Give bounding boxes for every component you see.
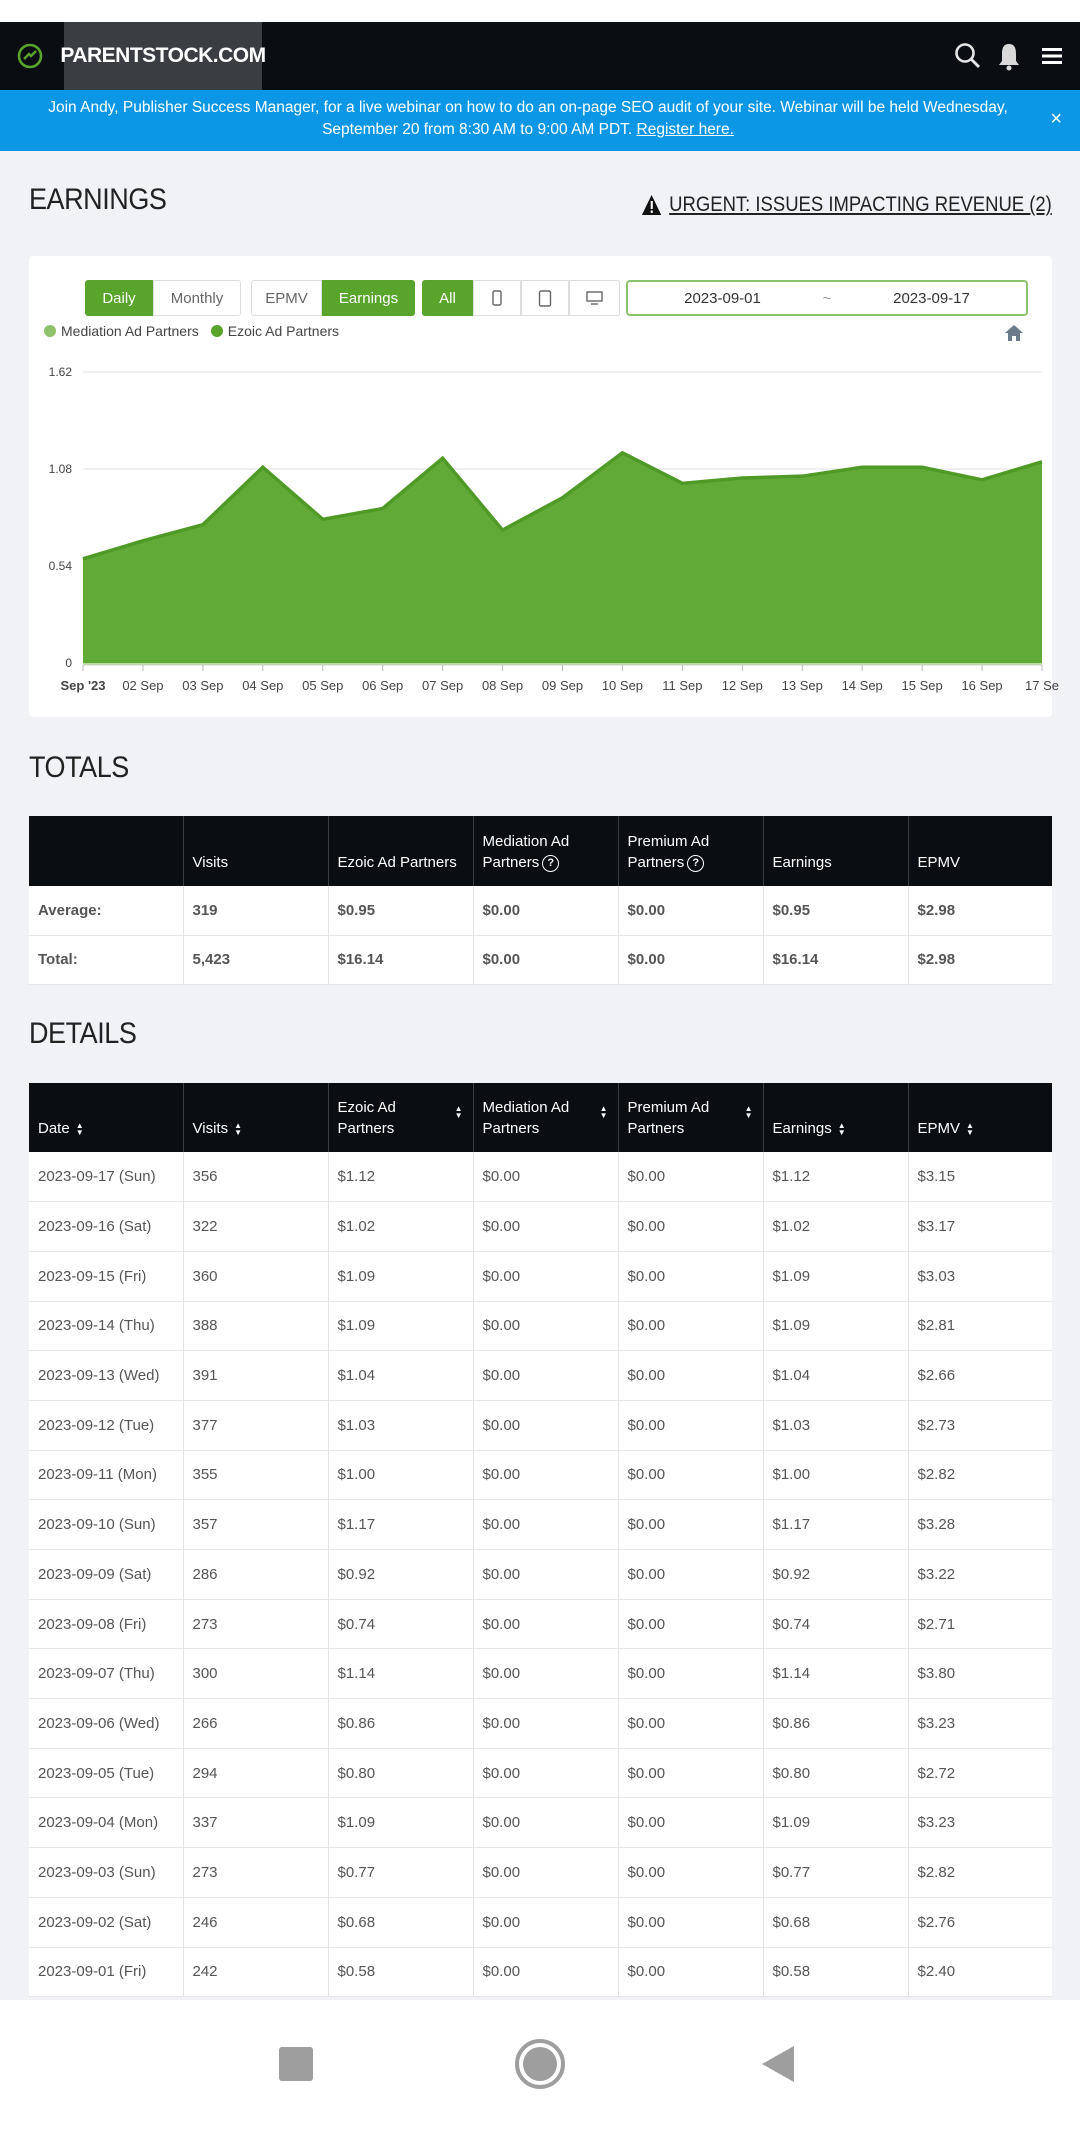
warning-icon <box>641 194 662 216</box>
totals-header-mediation-label: Mediation Ad Partners <box>482 833 570 871</box>
table-row <box>29 1748 1052 1798</box>
table-cell: 286 <box>183 1550 328 1600</box>
register-link[interactable]: Register here. <box>636 121 734 138</box>
table-cell: 2023-09-17 (Sun) <box>29 1152 183 1202</box>
table-cell: $3.23 <box>908 1699 1052 1749</box>
table-cell: $0.00 <box>618 1798 763 1848</box>
totals-cell: $2.98 <box>908 935 1052 984</box>
legend-ezoic[interactable] <box>211 323 339 339</box>
table-cell: $0.00 <box>473 1251 618 1301</box>
table-cell: $0.92 <box>763 1550 908 1600</box>
table-row <box>29 1798 1052 1848</box>
desktop-icon <box>586 291 603 306</box>
x-tick-label: 02 Sep <box>122 678 164 693</box>
table-cell: $0.00 <box>618 1550 763 1600</box>
details-header-ezoic[interactable] <box>328 1083 473 1152</box>
totals-cell: 319 <box>183 886 328 935</box>
search-icon[interactable] <box>952 40 984 72</box>
date-from: 2023-09-01 <box>684 289 761 307</box>
table-cell: $0.00 <box>618 1251 763 1301</box>
table-row <box>29 1599 1052 1649</box>
table-cell: $0.58 <box>328 1947 473 1997</box>
table-cell: 2023-09-04 (Mon) <box>29 1798 183 1848</box>
mobile-icon <box>491 290 503 306</box>
webinar-banner <box>0 90 1080 151</box>
table-cell: $0.00 <box>618 1400 763 1450</box>
y-tick-label: 1.62 <box>48 365 72 379</box>
table-cell: 2023-09-01 (Fri) <box>29 1947 183 1997</box>
x-tick-label: 05 Sep <box>302 678 344 693</box>
y-tick-label: 1.08 <box>48 462 72 476</box>
tablet-device-button[interactable] <box>521 280 569 316</box>
sort-icon[interactable]: ▲ ▼ <box>837 1121 846 1138</box>
totals-cell: $0.00 <box>618 886 763 935</box>
table-cell: $0.00 <box>473 1599 618 1649</box>
totals-header-mediation <box>473 816 618 886</box>
totals-row <box>29 935 1052 984</box>
x-tick-label: Sep '23 <box>60 678 106 693</box>
totals-table <box>29 816 1052 985</box>
daily-button[interactable]: Daily <box>85 280 153 316</box>
table-cell: $1.12 <box>763 1152 908 1202</box>
earnings-button[interactable]: Earnings <box>322 280 415 316</box>
status-strip <box>0 0 1080 22</box>
home-icon[interactable] <box>514 2038 566 2090</box>
totals-header-label <box>29 816 183 886</box>
desktop-device-button[interactable] <box>569 280 620 316</box>
help-icon[interactable]: ? <box>687 855 704 872</box>
banner-close-button[interactable]: × <box>1050 108 1062 130</box>
table-cell: 2023-09-06 (Wed) <box>29 1699 183 1749</box>
monthly-button[interactable]: Monthly <box>153 280 241 316</box>
totals-header-visits: Visits <box>183 816 328 886</box>
table-cell: $0.86 <box>763 1699 908 1749</box>
table-cell: 300 <box>183 1649 328 1699</box>
table-cell: $1.09 <box>763 1301 908 1351</box>
x-tick-label: 15 Sep <box>901 678 943 693</box>
table-cell: $3.03 <box>908 1251 1052 1301</box>
details-header-label: Premium Ad Partners <box>627 1099 710 1137</box>
recent-apps-icon[interactable] <box>278 2046 314 2082</box>
table-cell: $2.73 <box>908 1400 1052 1450</box>
back-icon[interactable] <box>760 2044 796 2084</box>
sort-icon[interactable]: ▲ ▼ <box>75 1121 84 1138</box>
totals-header-earnings: Earnings <box>763 816 908 886</box>
table-cell: $0.80 <box>763 1748 908 1798</box>
table-cell: 2023-09-16 (Sat) <box>29 1202 183 1252</box>
details-header-premium[interactable] <box>618 1083 763 1152</box>
menu-icon[interactable] <box>1036 40 1068 72</box>
table-cell: 337 <box>183 1798 328 1848</box>
details-header-earnings[interactable] <box>763 1083 908 1152</box>
legend-ezoic-label: Ezoic Ad Partners <box>227 323 340 339</box>
epmv-button[interactable]: EPMV <box>251 280 322 316</box>
x-tick-label: 12 Sep <box>721 678 763 693</box>
table-cell: $0.77 <box>328 1848 473 1898</box>
table-cell: $0.00 <box>618 1152 763 1202</box>
chart-legend <box>44 323 339 339</box>
table-cell: $0.00 <box>473 1152 618 1202</box>
date-to: 2023-09-17 <box>893 289 970 307</box>
y-tick-label: 0.54 <box>48 559 72 573</box>
table-cell: $0.00 <box>618 1500 763 1550</box>
table-cell: 2023-09-02 (Sat) <box>29 1897 183 1947</box>
details-header-epmv[interactable] <box>908 1083 1052 1152</box>
legend-ezoic-swatch <box>211 325 223 337</box>
table-cell: 246 <box>183 1897 328 1947</box>
details-header-label: Earnings <box>772 1120 832 1137</box>
sort-icon[interactable]: ▲ ▼ <box>966 1121 974 1138</box>
x-tick-label: 10 Sep <box>601 678 644 693</box>
table-cell: $0.00 <box>473 1550 618 1600</box>
table-cell: 356 <box>183 1152 328 1202</box>
details-header-label: Date <box>38 1120 70 1137</box>
table-cell: $1.03 <box>763 1400 908 1450</box>
table-row <box>29 1251 1052 1301</box>
details-table <box>29 1083 1052 1997</box>
table-cell: $0.92 <box>328 1550 473 1600</box>
table-cell: $2.82 <box>908 1848 1052 1898</box>
x-tick-label: 17 Se <box>1025 678 1059 693</box>
table-cell: 2023-09-15 (Fri) <box>29 1251 183 1301</box>
totals-cell: $16.14 <box>328 935 473 984</box>
table-cell: $0.00 <box>473 1649 618 1699</box>
table-cell: $0.00 <box>473 1798 618 1848</box>
table-cell: 377 <box>183 1400 328 1450</box>
table-cell: 2023-09-10 (Sun) <box>29 1500 183 1550</box>
earnings-title: EARNINGS <box>29 183 167 216</box>
table-cell: 322 <box>183 1202 328 1252</box>
x-tick-label: 06 Sep <box>362 678 404 693</box>
table-cell: 242 <box>183 1947 328 1997</box>
table-cell: $1.02 <box>763 1202 908 1252</box>
table-cell: $3.17 <box>908 1202 1052 1252</box>
x-tick-label: 07 Sep <box>422 678 464 693</box>
table-cell: $0.68 <box>763 1897 908 1947</box>
urgent-issues-text: URGENT: ISSUES IMPACTING REVENUE (2) <box>669 193 1052 216</box>
home-reset-zoom-icon[interactable] <box>1003 323 1025 343</box>
totals-row-label: Total: <box>29 935 183 984</box>
table-cell: $0.00 <box>473 1947 618 1997</box>
mobile-device-button[interactable] <box>473 280 521 316</box>
table-cell: $3.23 <box>908 1798 1052 1848</box>
table-cell: $0.00 <box>473 1351 618 1401</box>
help-icon[interactable]: ? <box>542 855 559 872</box>
totals-cell: 5,423 <box>183 935 328 984</box>
banner-text: Join Andy, Publisher Success Manager, for a live webinar on how to do an on-page SEO audit of your site. Webinar will be held Wednesday, September 20 from 8:30 AM to 9:00 AM PDT. <box>48 99 1008 138</box>
all-devices-button[interactable]: All <box>422 280 473 316</box>
device-toggle <box>422 280 620 316</box>
table-cell: $1.09 <box>763 1798 908 1848</box>
table-cell: $0.00 <box>618 1301 763 1351</box>
table-cell: $1.14 <box>328 1649 473 1699</box>
table-cell: 357 <box>183 1500 328 1550</box>
sort-icon[interactable]: ▲ ▼ <box>234 1121 242 1138</box>
table-cell: $2.71 <box>908 1599 1052 1649</box>
table-cell: $0.00 <box>473 1500 618 1550</box>
legend-mediation-label: Mediation Ad Partners <box>61 323 199 339</box>
table-cell: 355 <box>183 1450 328 1500</box>
table-cell: 273 <box>183 1848 328 1898</box>
table-cell: $1.17 <box>763 1500 908 1550</box>
totals-header-premium-label: Premium Ad Partners <box>627 833 710 871</box>
table-cell: $0.00 <box>618 1450 763 1500</box>
table-cell: $1.09 <box>763 1251 908 1301</box>
table-cell: $0.00 <box>473 1202 618 1252</box>
table-cell: $3.15 <box>908 1152 1052 1202</box>
period-toggle <box>85 280 241 316</box>
details-header-visits[interactable] <box>183 1083 328 1152</box>
table-cell: $0.74 <box>328 1599 473 1649</box>
table-cell: $1.03 <box>328 1400 473 1450</box>
urgent-issues-link[interactable] <box>641 193 1052 217</box>
table-row <box>29 1400 1052 1450</box>
table-cell: $0.58 <box>763 1947 908 1997</box>
totals-cell: $0.95 <box>328 886 473 935</box>
table-cell: $1.09 <box>328 1251 473 1301</box>
table-row <box>29 1301 1052 1351</box>
x-tick-label: 11 Sep <box>662 678 703 693</box>
x-tick-label: 13 Sep <box>781 678 823 693</box>
table-cell: $2.81 <box>908 1301 1052 1351</box>
table-row <box>29 1649 1052 1699</box>
tablet-icon <box>538 290 552 307</box>
totals-cell: $0.00 <box>473 886 618 935</box>
table-cell: $2.72 <box>908 1748 1052 1798</box>
details-title: DETAILS <box>29 1017 137 1050</box>
table-cell: 2023-09-14 (Thu) <box>29 1301 183 1351</box>
table-cell: $1.14 <box>763 1649 908 1699</box>
table-cell: $0.00 <box>618 1202 763 1252</box>
table-cell: $1.04 <box>328 1351 473 1401</box>
totals-cell: $2.98 <box>908 886 1052 935</box>
legend-mediation-swatch <box>44 325 56 337</box>
table-cell: 2023-09-05 (Tue) <box>29 1748 183 1798</box>
metric-toggle <box>251 280 415 316</box>
table-cell: $0.00 <box>473 1400 618 1450</box>
legend-mediation[interactable] <box>44 323 199 339</box>
totals-cell: $0.95 <box>763 886 908 935</box>
ezoic-logo-icon[interactable] <box>16 42 44 70</box>
sort-icon[interactable]: ▲ ▼ <box>454 1104 463 1120</box>
details-header-label: EPMV <box>917 1120 961 1137</box>
table-cell: 391 <box>183 1351 328 1401</box>
sort-icon[interactable]: ▲ ▼ <box>599 1104 608 1120</box>
totals-title: TOTALS <box>29 751 129 784</box>
table-cell: 273 <box>183 1599 328 1649</box>
sort-icon[interactable]: ▲ ▼ <box>744 1104 753 1120</box>
details-header-label: Mediation Ad Partners <box>482 1099 570 1137</box>
table-row <box>29 1699 1052 1749</box>
table-cell: $1.02 <box>328 1202 473 1252</box>
totals-header-epmv: EPMV <box>908 816 1052 886</box>
table-cell: $0.00 <box>618 1649 763 1699</box>
table-row <box>29 1550 1052 1600</box>
totals-cell: $0.00 <box>473 935 618 984</box>
table-cell: $0.00 <box>473 1848 618 1898</box>
table-cell: $0.00 <box>618 1897 763 1947</box>
table-row <box>29 1202 1052 1252</box>
table-cell: 2023-09-09 (Sat) <box>29 1550 183 1600</box>
table-row <box>29 1500 1052 1550</box>
table-cell: 360 <box>183 1251 328 1301</box>
table-cell: $2.82 <box>908 1450 1052 1500</box>
totals-row <box>29 886 1052 935</box>
table-cell: $0.00 <box>618 1699 763 1749</box>
table-cell: $0.00 <box>618 1599 763 1649</box>
table-cell: 2023-09-12 (Tue) <box>29 1400 183 1450</box>
table-cell: 266 <box>183 1699 328 1749</box>
totals-cell: $16.14 <box>763 935 908 984</box>
area-ezoic <box>83 453 1042 663</box>
details-header-date[interactable] <box>29 1083 183 1152</box>
x-tick-label: 03 Sep <box>182 678 224 693</box>
table-cell: $1.12 <box>328 1152 473 1202</box>
totals-header-premium <box>618 816 763 886</box>
table-cell: $0.00 <box>473 1748 618 1798</box>
x-tick-label: 08 Sep <box>481 678 524 693</box>
table-cell: $0.00 <box>473 1699 618 1749</box>
table-cell: 2023-09-13 (Wed) <box>29 1351 183 1401</box>
site-selector[interactable]: PARENTSTOCK.COM <box>64 22 262 90</box>
table-cell: 294 <box>183 1748 328 1798</box>
table-cell: $0.00 <box>618 1947 763 1997</box>
totals-cell: $0.00 <box>618 935 763 984</box>
table-cell: $3.22 <box>908 1550 1052 1600</box>
table-cell: $2.76 <box>908 1897 1052 1947</box>
system-navigation-bar <box>0 2000 1080 2130</box>
table-cell: $0.68 <box>328 1897 473 1947</box>
earnings-chart <box>29 350 1059 710</box>
table-row <box>29 1152 1052 1202</box>
table-cell: $0.86 <box>328 1699 473 1749</box>
table-cell: $1.00 <box>763 1450 908 1500</box>
table-cell: $0.00 <box>473 1897 618 1947</box>
date-range-picker[interactable] <box>626 280 1028 316</box>
x-tick-label: 14 Sep <box>841 678 883 693</box>
table-row <box>29 1947 1052 1997</box>
details-header-label: Ezoic Ad Partners <box>337 1099 396 1137</box>
x-tick-label: 04 Sep <box>242 678 284 693</box>
table-cell: $0.77 <box>763 1848 908 1898</box>
table-cell: $1.00 <box>328 1450 473 1500</box>
table-cell: $0.80 <box>328 1748 473 1798</box>
table-cell: $3.28 <box>908 1500 1052 1550</box>
table-cell: $1.09 <box>328 1798 473 1848</box>
table-cell: $0.00 <box>618 1748 763 1798</box>
table-cell: $1.17 <box>328 1500 473 1550</box>
x-tick-label: 09 Sep <box>541 678 584 693</box>
table-cell: $1.09 <box>328 1301 473 1351</box>
table-row <box>29 1848 1052 1898</box>
table-row <box>29 1897 1052 1947</box>
table-cell: 2023-09-07 (Thu) <box>29 1649 183 1699</box>
y-tick-label: 0 <box>65 656 72 670</box>
totals-header-ezoic: Ezoic Ad Partners <box>328 816 473 886</box>
table-cell: $1.04 <box>763 1351 908 1401</box>
table-cell: $0.74 <box>763 1599 908 1649</box>
top-navbar <box>0 22 1080 90</box>
table-cell: $2.66 <box>908 1351 1052 1401</box>
table-cell: $0.00 <box>473 1301 618 1351</box>
x-tick-label: 16 Sep <box>961 678 1003 693</box>
totals-row-label: Average: <box>29 886 183 935</box>
table-row <box>29 1450 1052 1500</box>
date-separator: ~ <box>822 289 832 307</box>
table-cell: 388 <box>183 1301 328 1351</box>
table-cell: $0.00 <box>618 1848 763 1898</box>
table-cell: 2023-09-11 (Mon) <box>29 1450 183 1500</box>
notification-bell-icon[interactable] <box>993 40 1025 72</box>
table-cell: $2.40 <box>908 1947 1052 1997</box>
table-cell: $0.00 <box>618 1351 763 1401</box>
table-cell: $0.00 <box>473 1450 618 1500</box>
table-row <box>29 1351 1052 1401</box>
details-header-label: Visits <box>192 1120 229 1137</box>
table-cell: $3.80 <box>908 1649 1052 1699</box>
table-cell: 2023-09-03 (Sun) <box>29 1848 183 1898</box>
details-header-mediation[interactable] <box>473 1083 618 1152</box>
table-cell: 2023-09-08 (Fri) <box>29 1599 183 1649</box>
